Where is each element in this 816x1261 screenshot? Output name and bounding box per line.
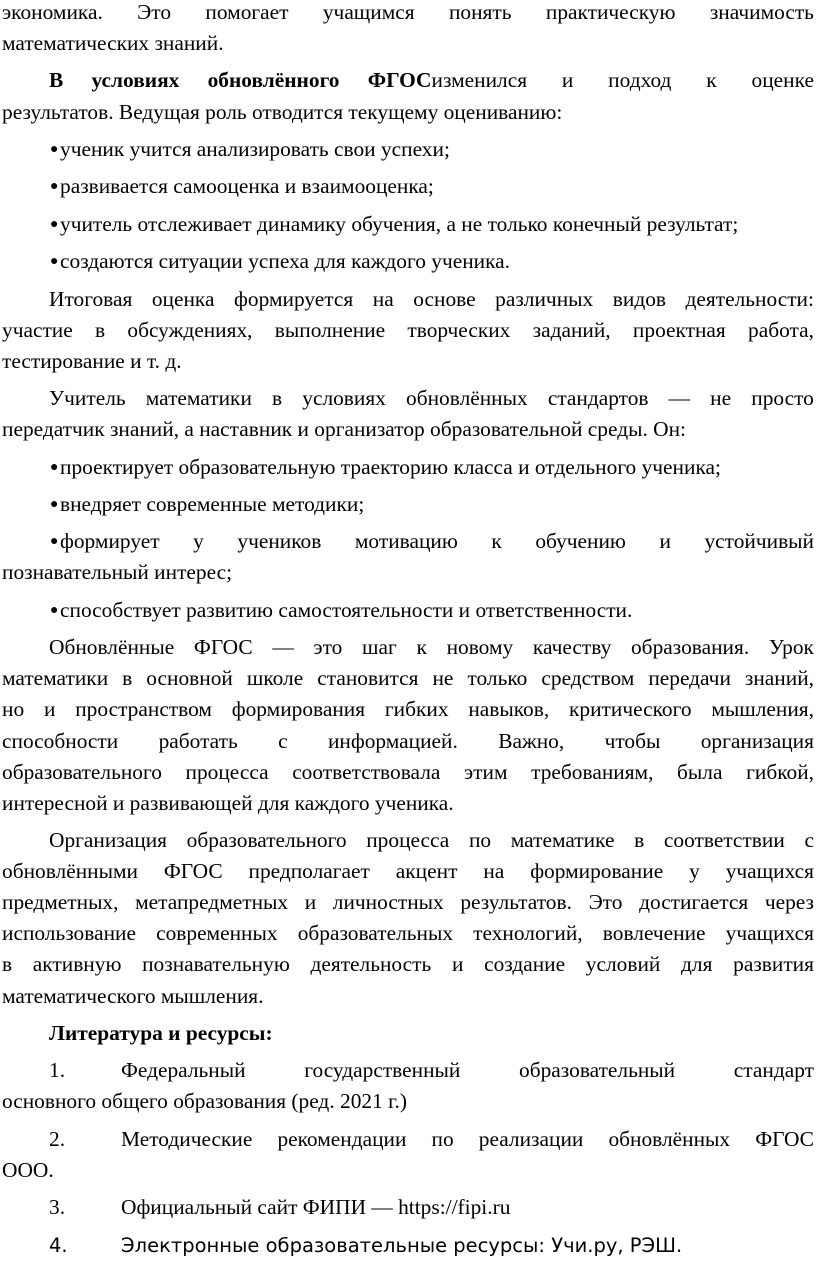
word: соответствовала xyxy=(292,759,441,784)
word: новому xyxy=(446,635,514,660)
word: условиях xyxy=(91,68,180,93)
word: результатов. xyxy=(460,890,572,915)
word: была xyxy=(677,759,723,784)
word: не xyxy=(432,666,454,691)
list-item xyxy=(2,526,814,557)
word: Учитель xyxy=(49,386,126,411)
word: на xyxy=(483,859,505,884)
paragraph-line xyxy=(2,856,814,887)
word: шаг xyxy=(362,635,397,660)
word: развития xyxy=(733,952,814,977)
word: достигается xyxy=(639,890,749,915)
word: только xyxy=(467,666,528,691)
word: и xyxy=(43,697,56,722)
word: у xyxy=(193,529,204,554)
paragraph-line xyxy=(2,726,814,757)
word: помогает xyxy=(205,0,289,24)
paragraph-line xyxy=(2,887,814,918)
word: учащимся xyxy=(322,0,415,24)
word: информацией. xyxy=(327,728,458,753)
word: и xyxy=(451,952,464,977)
bullet-icon: ● xyxy=(50,534,59,550)
word: обучению xyxy=(535,529,626,554)
word: ФГОС xyxy=(193,635,253,660)
word: основе xyxy=(413,286,476,311)
word: с xyxy=(804,828,814,853)
paragraph-line: результатов. Ведущая роль отводится текущему оцениванию: xyxy=(2,99,563,124)
word: через xyxy=(764,890,814,915)
word: формируется xyxy=(234,286,354,311)
word: реализации xyxy=(478,1126,584,1151)
word: Организация xyxy=(49,828,167,853)
reference-link-text[interactable]: Официальный сайт ФИПИ — https://fipi.ru xyxy=(121,1195,511,1220)
word: чтобы xyxy=(604,728,661,753)
word: обновлённых xyxy=(608,1126,731,1151)
list-item: ● ученик учится анализировать свои успехи; xyxy=(2,134,814,165)
word: государственный xyxy=(304,1058,461,1083)
word: предметных, xyxy=(2,890,119,915)
word: для xyxy=(681,952,713,977)
word: мышления, xyxy=(711,697,814,722)
paragraph-line xyxy=(2,949,814,980)
word: к xyxy=(491,529,502,554)
word: этим xyxy=(464,759,508,784)
word: учеников xyxy=(237,529,322,554)
word: вовлечение xyxy=(602,921,706,946)
word: личностных xyxy=(332,890,444,915)
list-item: ● проектирует образовательную траекторию класса и отдельного ученика; xyxy=(2,452,814,483)
word: процесса xyxy=(366,828,450,853)
bullet-icon: ● xyxy=(50,141,59,157)
paragraph-line xyxy=(2,0,814,28)
word: Важно, xyxy=(498,728,565,753)
paragraph-line xyxy=(2,694,814,725)
reference-item xyxy=(2,1192,814,1223)
references-heading: Литература и ресурсы: xyxy=(49,1020,273,1045)
word: формирования xyxy=(231,697,366,722)
word: образования. xyxy=(630,635,750,660)
word: основной xyxy=(146,666,233,691)
word: формирует xyxy=(60,529,160,554)
word: и xyxy=(304,890,317,915)
word: ФГОС xyxy=(755,1126,814,1151)
word: становится xyxy=(317,666,419,691)
word: значимость xyxy=(709,0,814,24)
word: В xyxy=(49,68,64,93)
paragraph-line xyxy=(2,663,814,694)
word: процесса xyxy=(185,759,269,784)
word: обновлённых xyxy=(406,386,528,411)
paragraph-line xyxy=(2,284,814,315)
paragraph-line xyxy=(2,918,814,949)
word: активную xyxy=(32,952,122,977)
word: школе xyxy=(246,666,304,691)
word: формирование xyxy=(530,859,664,884)
bullet-icon: ● xyxy=(50,216,59,232)
word: технологий, xyxy=(473,921,583,946)
bullet-icon: ● xyxy=(50,496,59,512)
word: и xyxy=(561,68,574,93)
word: видов xyxy=(612,286,666,311)
word: ФГОС xyxy=(367,68,432,93)
word: создание xyxy=(484,952,566,977)
paragraph-line xyxy=(2,632,814,663)
word: рекомендации xyxy=(277,1126,407,1151)
word: в xyxy=(2,952,13,977)
word: ФГОС xyxy=(163,859,223,884)
word: у xyxy=(689,859,700,884)
word: образовательного xyxy=(186,828,347,853)
word: оценка xyxy=(151,286,215,311)
word: экономика. xyxy=(2,0,103,24)
word: Это xyxy=(137,0,172,24)
word: организация xyxy=(700,728,814,753)
word: образовательный xyxy=(519,1058,676,1083)
word: Обновлённые xyxy=(49,635,175,660)
word: Федеральный xyxy=(121,1058,246,1083)
reference-continuation: ООО. xyxy=(2,1157,54,1182)
word: навыков, xyxy=(468,697,550,722)
reference-number: 4. xyxy=(49,1233,68,1257)
word: и xyxy=(659,529,671,554)
word: — xyxy=(272,635,294,660)
word: на xyxy=(372,286,394,311)
word: Итоговая xyxy=(49,286,133,311)
word: понять xyxy=(448,0,512,24)
list-item: ● создаются ситуации успеха для каждого ученика. xyxy=(2,246,814,277)
text-rest xyxy=(432,65,815,96)
word: условий xyxy=(585,952,661,977)
word: в xyxy=(272,386,283,411)
word: проектная xyxy=(632,317,726,342)
list-item-continuation: познавательный интерес; xyxy=(2,560,233,585)
word: средством xyxy=(541,666,635,691)
word: это xyxy=(313,635,343,660)
reference-number: 1. xyxy=(49,1058,66,1083)
word: стандартов xyxy=(547,386,649,411)
word: акцент xyxy=(395,859,458,884)
paragraph-line: математического мышления. xyxy=(2,983,264,1008)
word: деятельность xyxy=(310,952,432,977)
list-item: ● учитель отслеживает динамику обучения, а не только конечный результат; xyxy=(2,209,814,240)
word: образовательных xyxy=(297,921,454,946)
word: способности xyxy=(2,728,119,753)
word: работать xyxy=(158,728,238,753)
word: передачи xyxy=(648,666,731,691)
word: использование xyxy=(2,921,136,946)
word: но xyxy=(2,697,25,722)
bullet-icon: ● xyxy=(50,254,59,270)
word: учащихся xyxy=(725,859,814,884)
word: деятельности: xyxy=(685,286,814,311)
word: знаний, xyxy=(744,666,814,691)
word: предполагает xyxy=(248,859,370,884)
paragraph-line xyxy=(2,757,814,788)
word: образовательного xyxy=(2,759,162,784)
word: к xyxy=(706,68,717,93)
word: по xyxy=(431,1126,454,1151)
bullet-icon: ● xyxy=(50,459,59,475)
word: качеству xyxy=(532,635,612,660)
reference-number: 3. xyxy=(49,1195,66,1220)
word: учащихся xyxy=(725,921,814,946)
word: условиях xyxy=(302,386,386,411)
reference-item xyxy=(2,1124,814,1155)
reference-item: 4. Электронные образовательные ресурсы: Учи.ру, РЭШ. xyxy=(2,1230,814,1261)
word: в xyxy=(122,666,133,691)
word: математики xyxy=(145,386,252,411)
list-item: ● развивается самооценка и взаимооценка; xyxy=(2,171,814,202)
word: с xyxy=(278,728,288,753)
paragraph-line xyxy=(2,825,814,856)
paragraph-line xyxy=(2,65,814,96)
word: гибких xyxy=(384,697,449,722)
word: просто xyxy=(751,386,814,411)
word: заданий, xyxy=(532,317,611,342)
word: Методические xyxy=(121,1126,253,1151)
word: обновлёнными xyxy=(2,859,138,884)
bold-lead-word xyxy=(49,65,432,96)
word: по xyxy=(468,828,492,853)
word: в xyxy=(95,317,106,342)
word: математике xyxy=(510,828,615,853)
paragraph-line: тестирование и т. д. xyxy=(2,348,182,373)
word: изменился xyxy=(431,68,528,93)
reference-continuation: основного общего образования (ред. 2021 г.) xyxy=(2,1089,407,1114)
list-item: ● способствует развитию самостоятельности и ответственности. xyxy=(2,595,814,626)
word: мотивацию xyxy=(354,529,458,554)
word: различных xyxy=(495,286,594,311)
word: к xyxy=(416,635,427,660)
paragraph-line: интересной и развивающей для каждого ученика. xyxy=(2,790,454,815)
word: подход xyxy=(608,68,672,93)
word: обновлённого xyxy=(207,68,340,93)
word: Это xyxy=(588,890,623,915)
word: требованиям, xyxy=(531,759,654,784)
paragraph-line xyxy=(2,315,814,346)
list-item: ● внедряет современные методики; xyxy=(2,489,814,520)
word: пространством xyxy=(75,697,212,722)
word: метапредметных xyxy=(135,890,289,915)
word: творческих xyxy=(407,317,511,342)
reference-number: 2. xyxy=(49,1126,66,1151)
word: Урок xyxy=(768,635,814,660)
bullet-icon: ● xyxy=(50,179,59,195)
paragraph-line xyxy=(2,383,814,414)
word: выполнение xyxy=(274,317,386,342)
paragraph-line: передатчик знаний, а наставник и организатор образовательной среды. Он: xyxy=(2,417,686,442)
word: в xyxy=(634,828,645,853)
word: практическую xyxy=(545,0,676,24)
word: соответствии xyxy=(663,828,785,853)
word: работа, xyxy=(748,317,814,342)
bullet-icon: ● xyxy=(50,602,59,618)
word: математики xyxy=(2,666,109,691)
word: не xyxy=(710,386,732,411)
word: устойчивый xyxy=(704,529,814,554)
word: оценке xyxy=(751,68,814,93)
paragraph-line: математических знаний. xyxy=(2,31,224,56)
word: современных xyxy=(156,921,278,946)
word: стандарт xyxy=(733,1058,814,1083)
word: критического xyxy=(569,697,692,722)
reference-item xyxy=(2,1055,814,1086)
word: участие xyxy=(2,317,73,342)
word: — xyxy=(668,386,691,411)
word: обсуждениях, xyxy=(127,317,253,342)
word: гибкой, xyxy=(746,759,814,784)
word: познавательную xyxy=(142,952,290,977)
